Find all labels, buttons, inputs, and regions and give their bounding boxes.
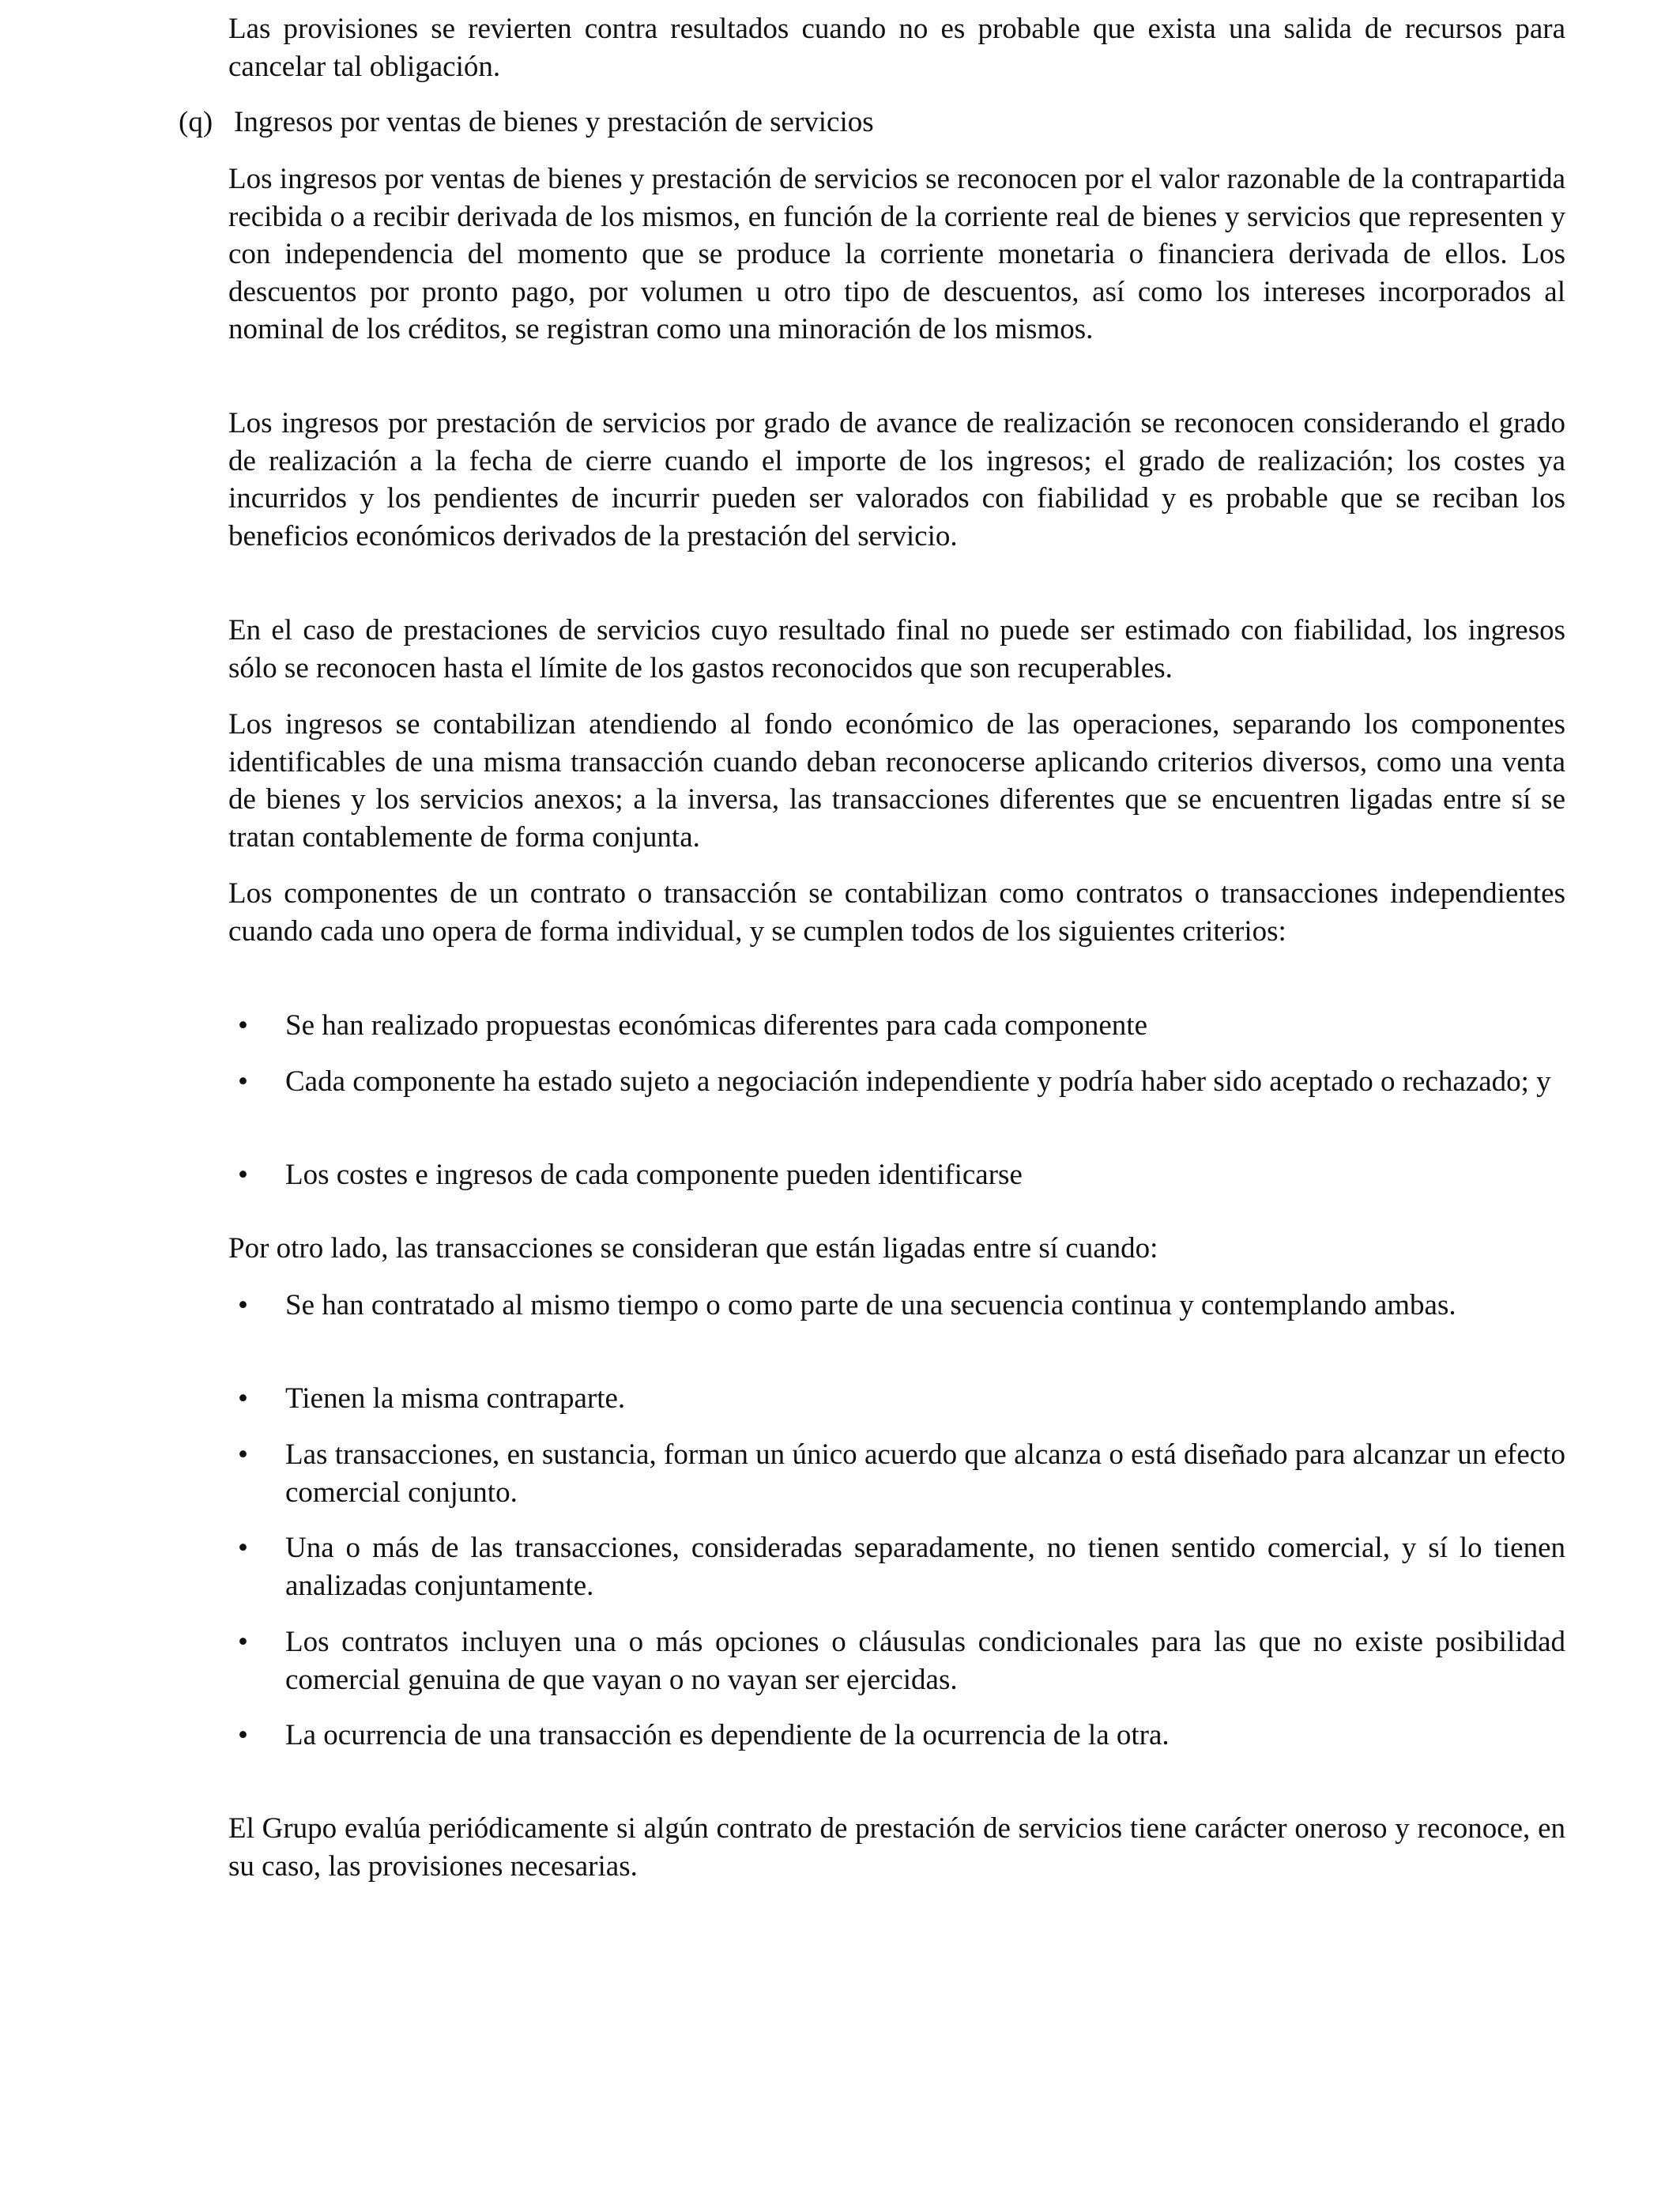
linked-bullet-6 [228, 1717, 1565, 1755]
bullet-icon: • [238, 1289, 248, 1321]
paragraph-economic-substance: Los ingresos se contabilizan atendiendo al fondo económico de las operaciones, separando los componentes identificables de una misma transacción cuando deban reconocerse aplicando criterios diversos, como una venta de bienes y los servicios anexos; a la inversa, las transacciones diferentes que se encuentren ligadas entre sí se tratan contablemente de forma conjunta. [228, 708, 1565, 854]
linked-bullet-4 [228, 1529, 1565, 1604]
paragraph-revenue-recognition: Los ingresos por ventas de bienes y prestación de servicios se reconocen por el valor razonable de la contrapartida recibida o a recibir derivada de los mismos, en función de la corriente real de bienes y servicios que representen y con independencia del momento que se produce la corriente monetaria o financiera derivada de ellos. Los descuentos por pronto pago, por volumen u otro tipo de descuentos, así como los intereses incorporados al nominal de los créditos, se registran como una minoración de los mismos. [228, 163, 1565, 345]
bullet-icon: • [238, 1009, 248, 1042]
intro-paragraph: Las provisiones se revierten contra resultados cuando no es probable que exista una salida de recursos para cancelar tal obligación. [228, 13, 1565, 83]
criteria-bullet-1 [228, 1007, 1565, 1045]
bullet-icon: • [238, 1626, 248, 1658]
linked-bullet-text: Los contratos incluyen una o más opciones o cláusulas condicionales para las que no existe posibilidad comercial genuina de que vayan o no vayan ser ejercidas. [285, 1626, 1565, 1696]
paragraph-contract-components: Los componentes de un contrato o transacción se contabilizan como contratos o transacciones independientes cuando cada uno opera de forma individual, y se cumplen todos de los siguientes criterios: [228, 877, 1565, 948]
bullet-icon: • [238, 1438, 248, 1471]
linked-bullet-5 [228, 1623, 1565, 1698]
section-heading-q [179, 104, 1569, 141]
linked-bullet-2 [228, 1380, 1565, 1418]
criteria-bullet-text: Se han realizado propuestas económicas diferentes para cada componente [285, 1009, 1148, 1042]
linked-bullet-1 [228, 1287, 1565, 1325]
bullet-icon: • [238, 1719, 248, 1751]
paragraph-degree-of-completion: Los ingresos por prestación de servicios por grado de avance de realización se reconocen considerando el grado de realización a la fecha de cierre cuando el importe de los ingresos; el grado de realización; los costes ya incurridos y los pendientes de incurrir pueden ser valorados con fiabilidad y es probable que se reciban los beneficios económicos derivados de la prestación del servicio. [228, 407, 1565, 552]
bullet-icon: • [238, 1159, 248, 1191]
linked-bullet-text: Tienen la misma contraparte. [285, 1382, 626, 1415]
criteria-bullet-text: Cada componente ha estado sujeto a negociación independiente y podría haber sido aceptado o rechazado; y [285, 1065, 1551, 1098]
paragraph-unreliable-estimate: En el caso de prestaciones de servicios cuyo resultado final no puede ser estimado con fiabilidad, los ingresos sólo se reconocen hasta el límite de los gastos reconocidos que son recuperables. [228, 614, 1565, 684]
bullet-icon: • [238, 1382, 248, 1415]
closing-paragraph: El Grupo evalúa periódicamente si algún contrato de prestación de servicios tiene carácter oneroso y reconoce, en su caso, las provisiones necesarias. [228, 1812, 1565, 1883]
criteria-bullet-3 [228, 1156, 1565, 1194]
linked-bullet-text: Una o más de las transacciones, consideradas separadamente, no tienen sentido comercial, y sí lo tienen analizadas conjuntamente. [285, 1532, 1565, 1602]
linked-bullet-text: Se han contratado al mismo tiempo o como parte de una secuencia continua y contemplando ambas. [285, 1289, 1456, 1321]
bullet-icon: • [238, 1532, 248, 1564]
linked-transactions-intro: Por otro lado, las transacciones se consideran que están ligadas entre sí cuando: [228, 1232, 1158, 1265]
section-title: Ingresos por ventas de bienes y prestación de servicios [234, 106, 874, 138]
section-marker: (q) [179, 106, 213, 138]
linked-bullet-3 [228, 1436, 1565, 1511]
bullet-icon: • [238, 1065, 248, 1098]
criteria-bullet-2 [228, 1063, 1565, 1101]
linked-bullet-text: La ocurrencia de una transacción es dependiente de la ocurrencia de la otra. [285, 1719, 1170, 1751]
linked-bullet-text: Las transacciones, en sustancia, forman un único acuerdo que alcanza o está diseñado para alcanzar un efecto comercial conjunto. [285, 1438, 1565, 1509]
criteria-bullet-text: Los costes e ingresos de cada componente pueden identificarse [285, 1159, 1023, 1191]
